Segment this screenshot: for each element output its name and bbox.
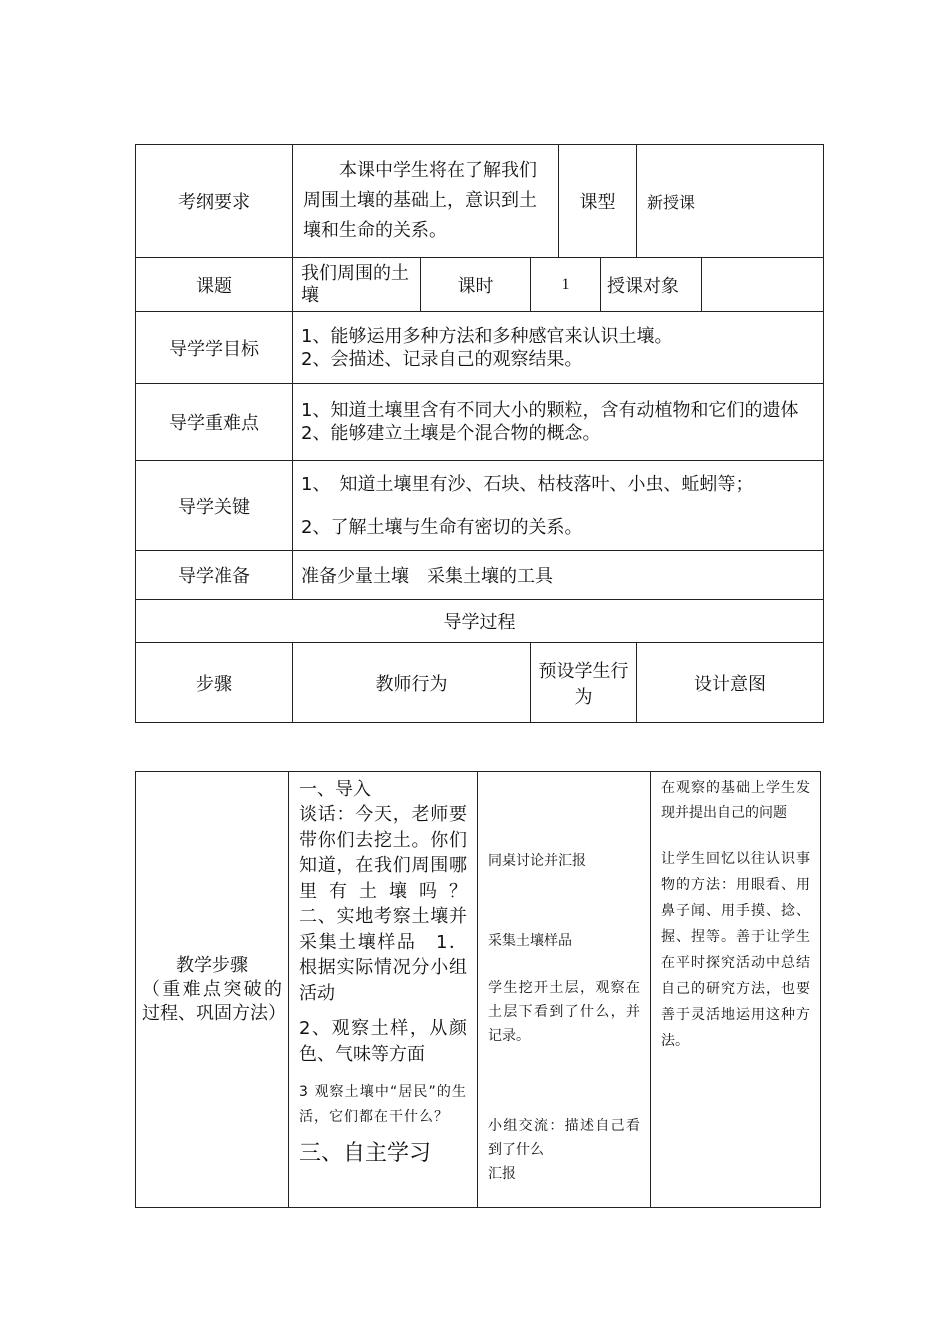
- intent-question: 在观察的基础上学生发现并提出自己的问题: [661, 780, 810, 821]
- difficulty-item: 2、能够建立土壤是个混合物的概念。: [301, 423, 601, 444]
- difficulties-label: 导学重难点: [136, 384, 293, 461]
- topic-value: 我们周围的土壤: [293, 258, 421, 312]
- key-label: 导学关键: [136, 461, 293, 551]
- process-table: [135, 771, 821, 1208]
- teacher-talk: 谈话：今天，老师要带你们去挖土。你们知道，在我们周围哪里有土壤吗？ 二、实地考察土壤并采集土壤样品 1．根据实际情况分小组活动: [299, 804, 503, 1004]
- goal-item: 1、能够运用多种方法和多种感官来认识土壤。: [301, 325, 673, 347]
- lesson-type-value: 新授课: [637, 145, 824, 258]
- student-group-exchange: 小组交流：描述自己看到了什么: [488, 1118, 640, 1158]
- goals-content: [293, 312, 824, 384]
- exam-requirement-label: 考纲要求: [136, 145, 293, 258]
- key-content: [293, 461, 824, 551]
- process-title: 导学过程: [136, 600, 824, 643]
- key-item: 2、了解土壤与生命有密切的关系。: [301, 516, 583, 538]
- teacher-intro: 一、导入: [299, 779, 371, 800]
- header-intent: 设计意图: [637, 643, 824, 723]
- student-report: 汇报: [488, 1166, 516, 1182]
- exam-requirement-text: 本课中学生将在了解我们周围土壤的基础上，意识到土壤和生命的关系。: [293, 145, 559, 258]
- intent-methods: 让学生回忆以往认识事物的方法：用眼看、用鼻子闻、用手摸、捻、握、捏等。善于让学生在平时探究活动中总结自己的研究方法，也要善于灵活地运用这种方法。: [661, 851, 810, 1049]
- audience-label: 授课对象: [601, 258, 702, 312]
- teaching-step-label: 教学步骤: [176, 954, 248, 976]
- student-discuss: 同桌讨论并汇报: [488, 853, 586, 869]
- design-intent-cell: [651, 772, 821, 1208]
- goals-label: 导学学目标: [136, 312, 293, 384]
- hours-value: 1: [531, 258, 601, 312]
- preparation-value: 准备少量土壤 采集土壤的工具: [293, 551, 824, 600]
- audience-value: [702, 258, 824, 312]
- lesson-type-label: 课型: [559, 145, 637, 258]
- preparation-label: 导学准备: [136, 551, 293, 600]
- student-behavior-cell: [478, 772, 651, 1208]
- teacher-self-study: 三、自主学习: [299, 1141, 432, 1166]
- lesson-info-table: [135, 144, 824, 723]
- key-item: 1、 知道土壤里有沙、石块、枯枝落叶、小虫、蚯蚓等；: [301, 473, 754, 495]
- teacher-observe-residents: 3 观察土壤中“居民”的生活，它们都在干什么？: [299, 1084, 467, 1125]
- header-teacher: [293, 643, 531, 723]
- student-dig: 学生挖开土层，观察在土层下看到了什么，并记录。: [488, 980, 640, 1044]
- topic-label: 课题: [136, 258, 293, 312]
- header-teacher-text: 教师行为: [375, 673, 448, 695]
- teaching-step-cell: [136, 772, 289, 1208]
- difficulty-item: 1、知道土壤里含有不同大小的颗粒，含有动植物和它们的遗体: [301, 400, 799, 421]
- teacher-observe-sample: 2、观察土样，从颜色、气味等方面: [299, 1018, 467, 1065]
- student-collect: 采集土壤样品: [488, 933, 572, 949]
- goal-item: 2、会描述、记录自己的观察结果。: [301, 348, 583, 370]
- header-student: 预设学生行为: [531, 643, 637, 723]
- header-step: 步骤: [136, 643, 293, 723]
- difficulties-content: [293, 384, 824, 461]
- hours-label: 课时: [421, 258, 531, 312]
- teaching-step-sublabel: （重难点突破的过程、巩固方法）: [142, 978, 286, 1024]
